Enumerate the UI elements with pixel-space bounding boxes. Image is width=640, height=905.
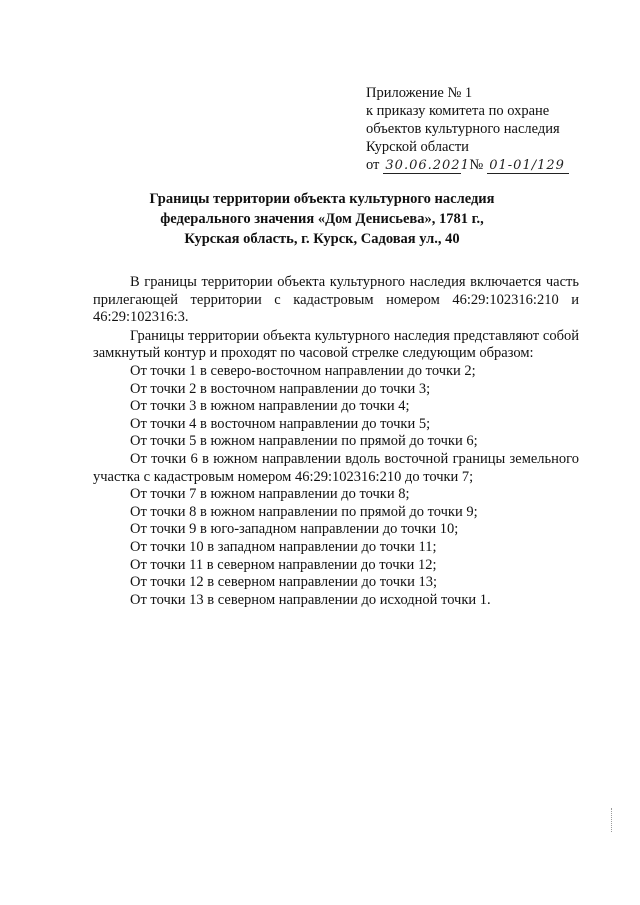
appendix-header [366,84,626,174]
appendix-heritage-line: объектов культурного наследия [366,121,560,137]
boundary-item: От точки 8 в южном направлении по прямой до точки 9; [130,503,478,520]
paragraph-inclusion: В границы территории объекта культурного наследия включается часть прилегающей территории с кадастровым номером 46:29:102316:210 и 46:29:102316:3. [93,274,579,326]
boundary-item: От точки 4 в восточном направлении до точки 5; [130,415,431,432]
appendix-title: Приложение № 1 [366,85,473,101]
boundary-item: От точки 7 в южном направлении до точки 8; [130,486,410,503]
boundary-item: От точки 13 в северном направлении до исходной точки 1. [130,591,491,608]
boundary-item: От точки 5 в южном направлении по прямой до точки 6; [130,433,478,450]
appendix-date-number-line [366,156,626,174]
paragraph-contour: Границы территории объекта культурного наследия представляют собой замкнутый контур и проходят по часовой стрелке следующим образом: [93,327,579,362]
scan-edge-mark [611,808,616,832]
boundary-item: От точки 9 в юго-западном направлении до точки 10; [130,521,459,538]
title-line-3: Курская область, г. Курск, Садовая ул., 40 [184,231,460,247]
date-prefix: от [366,157,380,173]
number-prefix: № [469,157,484,173]
boundary-item: От точки 3 в южном направлении до точки 4; [130,398,410,415]
boundary-item: От точки 6 в южном направлении вдоль восточной границы земельного участка с кадастровым номером 46:29:102316:210 до точки 7; [93,450,579,485]
boundary-item: От точки 2 в восточном направлении до точки 3; [130,380,431,397]
handwritten-number: 01-01/129 [487,159,569,174]
boundary-item: От точки 10 в западном направлении до точки 11; [130,538,437,555]
appendix-order-line: к приказу комитета по охране [366,103,550,119]
boundary-item: От точки 1 в северо-восточном направлении до точки 2; [130,362,476,379]
document-title [100,189,544,249]
title-line-1: Границы территории объекта культурного наследия [149,191,495,207]
title-line-2: федерального значения «Дом Денисьева», 1781 г., [160,211,484,227]
boundary-item: От точки 11 в северном направлении до точки 12; [130,556,437,573]
document-body [93,274,579,609]
boundary-item: От точки 12 в северном направлении до точки 13; [130,574,438,591]
appendix-region-line: Курской области [366,139,469,155]
handwritten-date: 30.06.2021 [385,158,470,173]
